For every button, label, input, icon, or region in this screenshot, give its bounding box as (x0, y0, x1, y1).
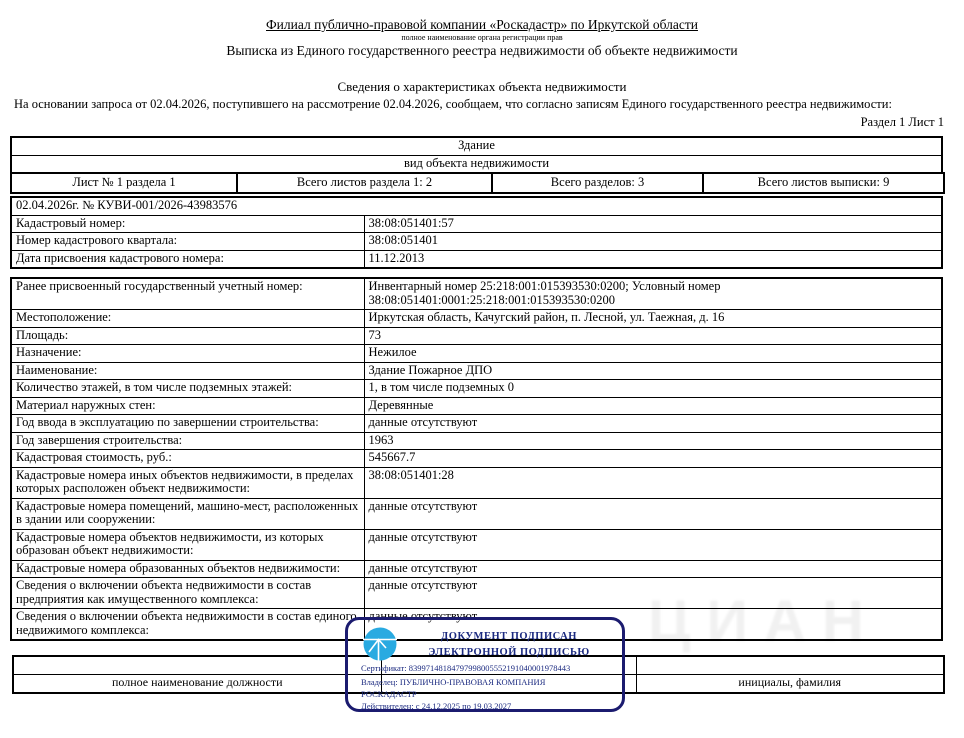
row-value: Здание Пожарное ДПО (364, 362, 942, 380)
row-label: Материал наружных стен: (11, 397, 364, 415)
table-row (11, 578, 942, 609)
table-row (11, 529, 942, 560)
row-value: 1, в том числе подземных 0 (364, 380, 942, 398)
row-label: Ранее присвоенный государственный учетный номер: (11, 278, 364, 310)
row-label: Кадастровый номер: (11, 215, 364, 233)
object-kind-table (10, 136, 943, 174)
table-row (11, 380, 942, 398)
name-label: инициалы, фамилия (636, 675, 944, 693)
table-row (11, 498, 942, 529)
table-row (11, 155, 942, 173)
table-row (11, 197, 942, 215)
request-line: На основании запроса от 02.04.2026, поступившего на рассмотрение 02.04.2026, сообщаем, что согласно записям Единого государственного реестра недвижимости: (14, 97, 892, 111)
org-name-caption: полное наименование органа регистрации прав (401, 33, 563, 42)
row-value: Нежилое (364, 345, 942, 363)
row-value: Деревянные (364, 397, 942, 415)
row-label: Количество этажей, в том числе подземных этажей: (11, 380, 364, 398)
doc-number-cell: 02.04.2026г. № КУВИ-001/2026-43983576 (11, 197, 942, 215)
row-label: Наименование: (11, 362, 364, 380)
object-kind-value: Здание (11, 137, 942, 155)
row-value: 38:08:051401:57 (364, 215, 942, 233)
row-label: Местоположение: (11, 310, 364, 328)
table-row (11, 310, 942, 328)
section-sheet-label: Раздел 1 Лист 1 (860, 115, 944, 129)
extract-sheets-total-cell: Всего листов выписки: 9 (703, 173, 944, 193)
sections-total-cell: Всего разделов: 3 (492, 173, 703, 193)
row-label: Назначение: (11, 345, 364, 363)
table-row (11, 415, 942, 433)
row-value: данные отсутствуют (364, 560, 942, 578)
stamp-owner-line2: РОСКАДАСТР (361, 689, 417, 699)
stamp-certificate: Сертификат: 83997148184797998005552191040001978443 (361, 663, 571, 673)
row-label: Номер кадастрового квартала: (11, 233, 364, 251)
table-row (11, 215, 942, 233)
table-row (11, 278, 942, 310)
row-label: Кадастровые номера иных объектов недвижимости, в пределах которых расположен объект недвижимости: (11, 467, 364, 498)
table-row (11, 233, 942, 251)
row-label: Кадастровые номера образованных объектов недвижимости: (11, 560, 364, 578)
row-value: 38:08:051401:28 (364, 467, 942, 498)
table-row (11, 560, 942, 578)
document-title: Выписка из Единого государственного реестра недвижимости об объекте недвижимости (226, 43, 738, 58)
row-label: Год ввода в эксплуатацию по завершении строительства: (11, 415, 364, 433)
row-value: 545667.7 (364, 450, 942, 468)
row-label: Сведения о включении объекта недвижимости в состав единого недвижимого комплекса: (11, 609, 364, 641)
row-label: Площадь: (11, 327, 364, 345)
stamp-owner: Владелец: ПУБЛИЧНО-ПРАВОВАЯ КОМПАНИЯ (361, 677, 546, 687)
row-label: Год завершения строительства: (11, 432, 364, 450)
details-table (10, 277, 943, 641)
row-label: Дата присвоения кадастрового номера: (11, 250, 364, 268)
row-value: данные отсутствуют (364, 415, 942, 433)
row-value: 11.12.2013 (364, 250, 942, 268)
row-value: 38:08:051401 (364, 233, 942, 251)
org-name: Филиал публично-правовой компании «Роскадастр» по Иркутской области (266, 17, 698, 32)
stamp-title-line1: ДОКУМЕНТ ПОДПИСАН (441, 631, 577, 642)
signature-name-cell (636, 656, 944, 675)
row-value: данные отсутствуют (364, 529, 942, 560)
roskadastr-logo-icon (362, 627, 398, 663)
section-title: Сведения о характеристиках объекта недвижимости (337, 79, 627, 94)
sheet-info-table (10, 172, 945, 194)
digital-signature-stamp (345, 617, 625, 712)
position-label: полное наименование должности (13, 675, 381, 693)
row-label: Кадастровая стоимость, руб.: (11, 450, 364, 468)
row-label: Кадастровые номера объектов недвижимости, из которых образован объект недвижимости: (11, 529, 364, 560)
row-value: данные отсутствуют (364, 609, 942, 641)
stamp-title-line2: ЭЛЕКТРОННОЙ ПОДПИСЬЮ (428, 647, 590, 658)
row-value: 73 (364, 327, 942, 345)
row-value: данные отсутствуют (364, 498, 942, 529)
table-row (11, 345, 942, 363)
stamp-validity: Действителен: с 24.12.2025 по 19.03.2027 (361, 701, 512, 711)
row-value: данные отсутствуют (364, 578, 942, 609)
row-value: Иркутская область, Качугский район, п. Лесной, ул. Таежная, д. 16 (364, 310, 942, 328)
main-table (10, 196, 943, 269)
row-value: 1963 (364, 432, 942, 450)
table-row (11, 450, 942, 468)
table-row (11, 432, 942, 450)
table-row (11, 327, 942, 345)
table-row (11, 173, 944, 193)
row-label: Кадастровые номера помещений, машино-мест, расположенных в здании или сооружении: (11, 498, 364, 529)
watermark: ЦИАН (648, 589, 880, 654)
signature-position-cell (13, 656, 381, 675)
table-row (11, 137, 942, 155)
table-row (11, 250, 942, 268)
row-value: Инвентарный номер 25:218:001:015393530:0200; Условный номер 38:08:051401:0001:25:218:001:015393530:0200 (364, 278, 942, 310)
row-label: Сведения о включении объекта недвижимости в состав предприятия как имущественного комплекса: (11, 578, 364, 609)
section-sheets-total-cell: Всего листов раздела 1: 2 (237, 173, 492, 193)
table-row (11, 362, 942, 380)
object-kind-caption: вид объекта недвижимости (11, 155, 942, 173)
sheet-number-cell: Лист № 1 раздела 1 (11, 173, 237, 193)
table-row (11, 397, 942, 415)
table-row (11, 467, 942, 498)
